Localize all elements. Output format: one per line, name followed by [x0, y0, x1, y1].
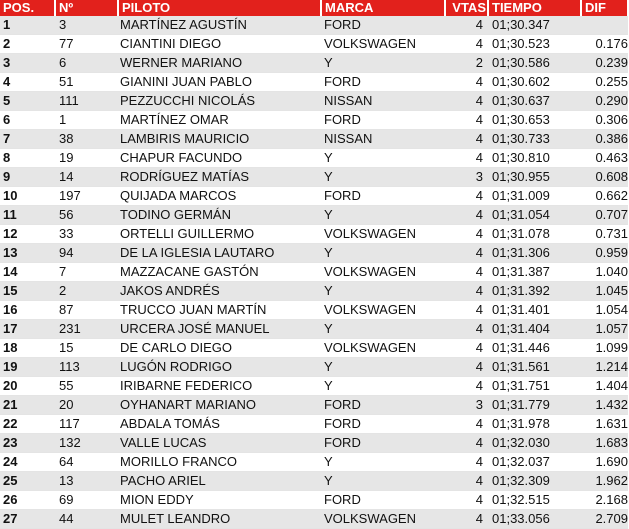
lap-time-cell: 01;31.401	[488, 301, 581, 320]
lap-time-cell: 01;31.392	[488, 282, 581, 301]
laps-cell: 4	[445, 92, 488, 111]
car-number-cell: 77	[55, 35, 118, 54]
laps-cell: 4	[445, 111, 488, 130]
driver-name-cell: MARTÍNEZ AGUSTÍN	[118, 16, 321, 35]
lap-time-cell: 01;31.404	[488, 320, 581, 339]
position-cell: 7	[0, 130, 55, 149]
table-row	[0, 396, 628, 415]
brand-cell: FORD	[321, 111, 445, 130]
car-number-cell: 197	[55, 187, 118, 206]
car-number-cell: 38	[55, 130, 118, 149]
table-body	[0, 16, 628, 529]
lap-time-cell: 01;31.561	[488, 358, 581, 377]
laps-cell: 3	[445, 168, 488, 187]
lap-time-cell: 01;32.030	[488, 434, 581, 453]
driver-name-cell: VALLE LUCAS	[118, 434, 321, 453]
position-cell: 24	[0, 453, 55, 472]
difference-cell: 0.731	[581, 225, 628, 244]
position-cell: 18	[0, 339, 55, 358]
driver-name-cell: ORTELLI GUILLERMO	[118, 225, 321, 244]
driver-name-cell: MORILLO FRANCO	[118, 453, 321, 472]
header-num: Nº	[55, 0, 118, 16]
car-number-cell: 19	[55, 149, 118, 168]
car-number-cell: 94	[55, 244, 118, 263]
table-header	[0, 0, 628, 16]
car-number-cell: 111	[55, 92, 118, 111]
brand-cell: VOLKSWAGEN	[321, 263, 445, 282]
brand-cell: Y	[321, 320, 445, 339]
laps-cell: 4	[445, 225, 488, 244]
brand-cell: Y	[321, 472, 445, 491]
lap-time-cell: 01;32.037	[488, 453, 581, 472]
difference-cell: 2.168	[581, 491, 628, 510]
driver-name-cell: RODRÍGUEZ MATÍAS	[118, 168, 321, 187]
position-cell: 15	[0, 282, 55, 301]
laps-cell: 4	[445, 453, 488, 472]
car-number-cell: 2	[55, 282, 118, 301]
car-number-cell: 56	[55, 206, 118, 225]
brand-cell: FORD	[321, 73, 445, 92]
table-row	[0, 92, 628, 111]
car-number-cell: 55	[55, 377, 118, 396]
table-row	[0, 491, 628, 510]
car-number-cell: 64	[55, 453, 118, 472]
brand-cell: FORD	[321, 16, 445, 35]
header-dif: DIF	[581, 0, 628, 16]
car-number-cell: 20	[55, 396, 118, 415]
difference-cell: 1.054	[581, 301, 628, 320]
driver-name-cell: CIANTINI DIEGO	[118, 35, 321, 54]
driver-name-cell: TODINO GERMÁN	[118, 206, 321, 225]
table-row	[0, 415, 628, 434]
driver-name-cell: PACHO ARIEL	[118, 472, 321, 491]
table-row	[0, 35, 628, 54]
car-number-cell: 14	[55, 168, 118, 187]
table-row	[0, 130, 628, 149]
laps-cell: 4	[445, 16, 488, 35]
table-row	[0, 187, 628, 206]
position-cell: 10	[0, 187, 55, 206]
position-cell: 4	[0, 73, 55, 92]
brand-cell: NISSAN	[321, 130, 445, 149]
position-cell: 23	[0, 434, 55, 453]
lap-time-cell: 01;31.751	[488, 377, 581, 396]
position-cell: 6	[0, 111, 55, 130]
lap-time-cell: 01;30.347	[488, 16, 581, 35]
lap-time-cell: 01;30.602	[488, 73, 581, 92]
brand-cell: Y	[321, 358, 445, 377]
brand-cell: FORD	[321, 187, 445, 206]
position-cell: 21	[0, 396, 55, 415]
difference-cell: 1.099	[581, 339, 628, 358]
table-row	[0, 339, 628, 358]
laps-cell: 4	[445, 130, 488, 149]
table-row	[0, 320, 628, 339]
difference-cell: 1.690	[581, 453, 628, 472]
difference-cell: 1.057	[581, 320, 628, 339]
lap-time-cell: 01;30.653	[488, 111, 581, 130]
difference-cell: 2.709	[581, 510, 628, 529]
table-row	[0, 54, 628, 73]
lap-time-cell: 01;31.387	[488, 263, 581, 282]
laps-cell: 4	[445, 434, 488, 453]
laps-cell: 4	[445, 187, 488, 206]
table-row	[0, 377, 628, 396]
car-number-cell: 117	[55, 415, 118, 434]
difference-cell: 0.662	[581, 187, 628, 206]
position-cell: 20	[0, 377, 55, 396]
difference-cell	[581, 16, 628, 35]
brand-cell: Y	[321, 206, 445, 225]
table-row	[0, 111, 628, 130]
driver-name-cell: IRIBARNE FEDERICO	[118, 377, 321, 396]
table-row	[0, 225, 628, 244]
car-number-cell: 13	[55, 472, 118, 491]
laps-cell: 4	[445, 301, 488, 320]
brand-cell: VOLKSWAGEN	[321, 301, 445, 320]
brand-cell: Y	[321, 149, 445, 168]
lap-time-cell: 01;32.309	[488, 472, 581, 491]
car-number-cell: 231	[55, 320, 118, 339]
table-row	[0, 358, 628, 377]
difference-cell: 0.608	[581, 168, 628, 187]
difference-cell: 0.463	[581, 149, 628, 168]
laps-cell: 4	[445, 377, 488, 396]
laps-cell: 2	[445, 54, 488, 73]
position-cell: 27	[0, 510, 55, 529]
difference-cell: 1.962	[581, 472, 628, 491]
header-tiempo: TIEMPO	[488, 0, 581, 16]
driver-name-cell: ABDALA TOMÁS	[118, 415, 321, 434]
laps-cell: 4	[445, 415, 488, 434]
brand-cell: Y	[321, 453, 445, 472]
brand-cell: FORD	[321, 434, 445, 453]
difference-cell: 1.040	[581, 263, 628, 282]
car-number-cell: 7	[55, 263, 118, 282]
difference-cell: 0.176	[581, 35, 628, 54]
position-cell: 13	[0, 244, 55, 263]
lap-time-cell: 01;30.955	[488, 168, 581, 187]
brand-cell: VOLKSWAGEN	[321, 339, 445, 358]
lap-time-cell: 01;30.810	[488, 149, 581, 168]
driver-name-cell: URCERA JOSÉ MANUEL	[118, 320, 321, 339]
driver-name-cell: MARTÍNEZ OMAR	[118, 111, 321, 130]
laps-cell: 3	[445, 396, 488, 415]
table-row	[0, 510, 628, 529]
laps-cell: 4	[445, 339, 488, 358]
lap-time-cell: 01;31.009	[488, 187, 581, 206]
driver-name-cell: LUGÓN RODRIGO	[118, 358, 321, 377]
laps-cell: 4	[445, 282, 488, 301]
brand-cell: VOLKSWAGEN	[321, 35, 445, 54]
position-cell: 25	[0, 472, 55, 491]
lap-time-cell: 01;30.637	[488, 92, 581, 111]
difference-cell: 0.290	[581, 92, 628, 111]
laps-cell: 4	[445, 510, 488, 529]
header-row	[0, 0, 628, 16]
header-marca: MARCA	[321, 0, 445, 16]
driver-name-cell: MION EDDY	[118, 491, 321, 510]
car-number-cell: 33	[55, 225, 118, 244]
laps-cell: 4	[445, 149, 488, 168]
lap-time-cell: 01;32.515	[488, 491, 581, 510]
car-number-cell: 44	[55, 510, 118, 529]
laps-cell: 4	[445, 73, 488, 92]
position-cell: 12	[0, 225, 55, 244]
lap-time-cell: 01;31.446	[488, 339, 581, 358]
table-row	[0, 149, 628, 168]
difference-cell: 0.707	[581, 206, 628, 225]
driver-name-cell: QUIJADA MARCOS	[118, 187, 321, 206]
position-cell: 11	[0, 206, 55, 225]
position-cell: 19	[0, 358, 55, 377]
header-pos: POS.	[0, 0, 55, 16]
laps-cell: 4	[445, 320, 488, 339]
position-cell: 17	[0, 320, 55, 339]
table-row	[0, 301, 628, 320]
brand-cell: NISSAN	[321, 92, 445, 111]
car-number-cell: 1	[55, 111, 118, 130]
car-number-cell: 6	[55, 54, 118, 73]
table-row	[0, 168, 628, 187]
brand-cell: Y	[321, 244, 445, 263]
brand-cell: FORD	[321, 415, 445, 434]
table-row	[0, 263, 628, 282]
brand-cell: Y	[321, 168, 445, 187]
difference-cell: 1.404	[581, 377, 628, 396]
position-cell: 2	[0, 35, 55, 54]
laps-cell: 4	[445, 491, 488, 510]
car-number-cell: 69	[55, 491, 118, 510]
difference-cell: 1.683	[581, 434, 628, 453]
lap-time-cell: 01;30.733	[488, 130, 581, 149]
difference-cell: 1.214	[581, 358, 628, 377]
car-number-cell: 87	[55, 301, 118, 320]
driver-name-cell: DE CARLO DIEGO	[118, 339, 321, 358]
position-cell: 1	[0, 16, 55, 35]
driver-name-cell: JAKOS ANDRÉS	[118, 282, 321, 301]
lap-time-cell: 01;30.523	[488, 35, 581, 54]
driver-name-cell: GIANINI JUAN PABLO	[118, 73, 321, 92]
driver-name-cell: PEZZUCCHI NICOLÁS	[118, 92, 321, 111]
difference-cell: 0.255	[581, 73, 628, 92]
lap-time-cell: 01;31.054	[488, 206, 581, 225]
car-number-cell: 132	[55, 434, 118, 453]
laps-cell: 4	[445, 263, 488, 282]
driver-name-cell: CHAPUR FACUNDO	[118, 149, 321, 168]
lap-time-cell: 01;30.586	[488, 54, 581, 73]
position-cell: 5	[0, 92, 55, 111]
difference-cell: 1.045	[581, 282, 628, 301]
laps-cell: 4	[445, 244, 488, 263]
position-cell: 22	[0, 415, 55, 434]
driver-name-cell: MAZZACANE GASTÓN	[118, 263, 321, 282]
brand-cell: VOLKSWAGEN	[321, 225, 445, 244]
laps-cell: 4	[445, 472, 488, 491]
position-cell: 9	[0, 168, 55, 187]
difference-cell: 0.306	[581, 111, 628, 130]
brand-cell: Y	[321, 54, 445, 73]
driver-name-cell: WERNER MARIANO	[118, 54, 321, 73]
brand-cell: FORD	[321, 396, 445, 415]
table-row	[0, 206, 628, 225]
table-row	[0, 453, 628, 472]
laps-cell: 4	[445, 358, 488, 377]
driver-name-cell: LAMBIRIS MAURICIO	[118, 130, 321, 149]
position-cell: 16	[0, 301, 55, 320]
driver-name-cell: MULET LEANDRO	[118, 510, 321, 529]
brand-cell: VOLKSWAGEN	[321, 510, 445, 529]
difference-cell: 0.386	[581, 130, 628, 149]
position-cell: 8	[0, 149, 55, 168]
position-cell: 14	[0, 263, 55, 282]
table-row	[0, 434, 628, 453]
header-vtas: VTAS	[445, 0, 488, 16]
driver-name-cell: OYHANART MARIANO	[118, 396, 321, 415]
difference-cell: 0.239	[581, 54, 628, 73]
car-number-cell: 15	[55, 339, 118, 358]
car-number-cell: 3	[55, 16, 118, 35]
car-number-cell: 113	[55, 358, 118, 377]
position-cell: 26	[0, 491, 55, 510]
header-piloto: PILOTO	[118, 0, 321, 16]
lap-time-cell: 01;31.779	[488, 396, 581, 415]
table-row	[0, 282, 628, 301]
lap-time-cell: 01;33.056	[488, 510, 581, 529]
difference-cell: 1.631	[581, 415, 628, 434]
difference-cell: 0.959	[581, 244, 628, 263]
lap-time-cell: 01;31.078	[488, 225, 581, 244]
lap-time-cell: 01;31.306	[488, 244, 581, 263]
brand-cell: Y	[321, 282, 445, 301]
driver-name-cell: TRUCCO JUAN MARTÍN	[118, 301, 321, 320]
brand-cell: FORD	[321, 491, 445, 510]
position-cell: 3	[0, 54, 55, 73]
table-row	[0, 73, 628, 92]
table-row	[0, 244, 628, 263]
driver-name-cell: DE LA IGLESIA LAUTARO	[118, 244, 321, 263]
difference-cell: 1.432	[581, 396, 628, 415]
table-row	[0, 16, 628, 35]
lap-time-cell: 01;31.978	[488, 415, 581, 434]
table-row	[0, 472, 628, 491]
car-number-cell: 51	[55, 73, 118, 92]
laps-cell: 4	[445, 35, 488, 54]
brand-cell: Y	[321, 377, 445, 396]
laps-cell: 4	[445, 206, 488, 225]
